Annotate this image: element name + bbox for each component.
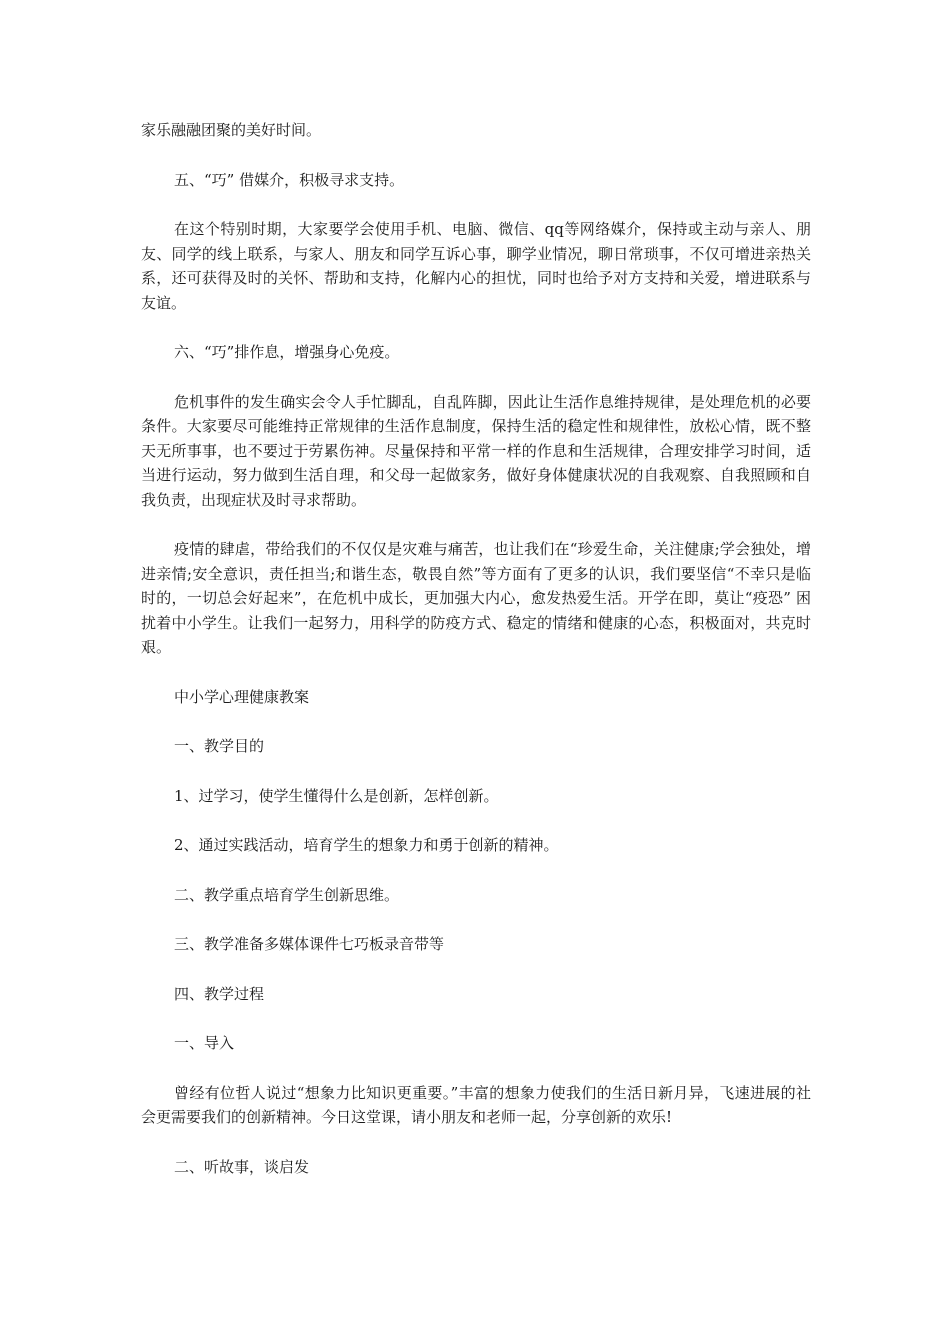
lesson-plan-title: 中小学心理健康教案 <box>174 687 310 706</box>
paragraph-intro-tail: 家乐融融团聚的美好时间。 <box>141 121 322 139</box>
heading-teaching-prep: 三、教学准备多媒体课件七巧板录音带等 <box>174 935 445 953</box>
heading-section-six: 六、“巧”排作息，增强身心免疫。 <box>174 343 400 361</box>
heading-teaching-focus: 二、教学重点培育学生创新思维。 <box>174 885 400 904</box>
goal-item-1: 1、过学习，使学生懂得什么是创新，怎样创新。 <box>174 786 499 805</box>
goal-item-2: 2、通过实践活动，培育学生的想象力和勇于创新的精神。 <box>174 836 559 854</box>
heading-section-five: 五、“巧” 借媒介，积极寻求支持。 <box>174 170 405 189</box>
heading-story: 二、听故事，谈启发 <box>174 1157 310 1176</box>
paragraph-routine: 危机事件的发生确实会令人手忙脚乱，自乱阵脚，因此让生活作息维持规律，是处理危机的必要条件。大家要尽可能维持正常规律的生活作息制度，保持生活的稳定性和规律性，放松心情，既不整天无所事事，也不要过于劳累伤神。尽量保持和平常一样的作息和生活规律，合理安排学习时间，适当进行运动，努力做到生活自理，和父母一起做家务，做好身体健康状况的自我观察、自我照顾和自我负责，出现症状及时寻求帮助。 <box>141 392 811 509</box>
heading-teaching-process: 四、教学过程 <box>174 984 265 1003</box>
paragraph-media-support: 在这个特别时期，大家要学会使用手机、电脑、微信、qq等网络媒介，保持或主动与亲人、朋友、同学的线上联系，与家人、朋友和同学互诉心事，聊学业情况，聊日常琐事，不仅可增进亲热关系，还可获得及时的关怀、帮助和支持，化解内心的担忧，同时也给予对方支持和关爱，增进联系与友谊。 <box>141 220 811 312</box>
heading-teaching-goals: 一、教学目的 <box>174 737 265 755</box>
document-page <box>141 118 811 1179</box>
paragraph-epidemic-conclusion: 疫情的肆虐，带给我们的不仅仅是灾难与痛苦，也让我们在“珍爱生命，关注健康;学会独处，增进亲情;安全意识，责任担当;和谐生态，敬畏自然”等方面有了更多的认识，我们要坚信“不幸只是临时的，一切总会好起来”，在危机中成长，更加强大内心，愈发热爱生活。开学在即，莫让“疫恐” 困扰着中小学生。让我们一起努力，用科学的防疫方式、稳定的情绪和健康的心态，积极面对，共克时艰。 <box>141 540 811 656</box>
paragraph-introduction: 曾经有位哲人说过“想象力比知识更重要。”丰富的想象力使我们的生活日新月异，飞速进展的社会更需要我们的创新精神。今日这堂课，请小朋友和老师一起，分享创新的欢乐! <box>141 1083 811 1126</box>
heading-introduction: 一、导入 <box>174 1034 235 1052</box>
